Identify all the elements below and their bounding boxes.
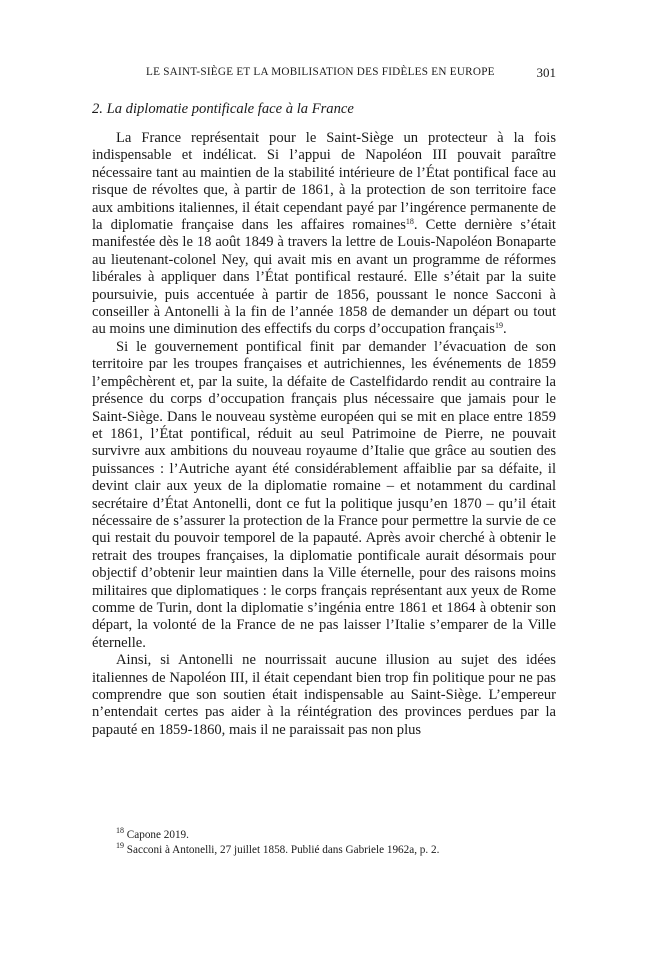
paragraph-1-text-a: La France représentait pour le Saint-Siège un protecteur à la fois indispensable et indélicat. Si l’appui de Napoléon III pouvait paraître nécessaire tant au maintien de la stabilité intérieure de l’État pontifical face au risque de révoltes que, à partir de 1861, à la protection de son territoire face aux ambitions italiennes, il était cependant payé par l’ingérence permanente de la diplomatie française dans les affaires romaines: [92, 130, 556, 234]
footnote-ref-19[interactable]: 19: [494, 321, 503, 331]
running-head: LE SAINT-SIÈGE ET LA MOBILISATION DES FIDÈLES EN EUROPE: [146, 66, 495, 78]
paragraph-1-text-b: . Cette dernière s’était manifestée dès le 18 août 1849 à travers la lettre de Louis-Napoléon Bonaparte au lieutenant-colonel Ney, qui avait mis en avant un programme de réformes libérales à appliquer dans l’État pontifical restauré. Elle s’était par la suite poursuivie, puis accentuée à partir de 1856, poussant le nonce Sacconi à conseiller à Antonelli à la fin de l’année 1858 de demander un départ ou tout au moins une diminution des effectifs du corps d’occupation français: [92, 217, 556, 338]
page-header: [92, 66, 556, 84]
section-title: 2. La diplomatie pontificale face à la France: [92, 101, 354, 117]
footnote-19: [92, 843, 556, 858]
paragraph-1: [92, 130, 556, 339]
paragraph-2: Si le gouvernement pontifical finit par demander l’évacuation de son territoire par les troupes françaises et autrichiennes, les événements de 1859 l’empêchèrent et, par la suite, la défaite de Castelfidardo rendit au contraire la présence du corps d’occupation français plus nécessaire que jamais pour le Saint-Siège. Dans le nouveau système européen qui se mit en place entre 1859 et 1861, l’État pontifical, réduit au seul Patrimoine de Pierre, ne pouvait survivre aux ambitions du nouveau royaume d’Italie que grâce au soutien des puissances : l’Autriche ayant été considérablement affaiblie par sa défaite, il devint clair aux yeux de la diplomatie romaine – et notamment du cardinal secrétaire d’État Antonelli, dont ce fut la politique jusqu’en 1870 – qu’il était nécessaire de s’assurer la protection de la France pour permettre la survie de ce qui restait du pouvoir temporel de la papauté. Après avoir cherché à obtenir le retrait des troupes françaises, la diplomatie pontificale aurait désormais pour objectif d’obtenir leur maintien dans la Ville éternelle, pour des raisons moins militaires que diplomatiques : le corps français représentant aux yeux de Rome comme de Turin, dont la diplomatie s’ingénia entre 1861 et 1864 à obtenir son départ, la volonté de la France de ne pas laisser l’Italie s’emparer de la Ville éternelle.: [92, 338, 556, 651]
footnote-text: Sacconi à Antonelli, 27 juillet 1858. Publié dans Gabriele 1962a, p. 2.: [126, 844, 440, 856]
footnote-number: 18: [116, 826, 124, 835]
body-text: [92, 130, 556, 739]
footnote-18: [92, 828, 556, 843]
page-number: 301: [536, 65, 556, 80]
paragraph-3: Ainsi, si Antonelli ne nourrissait aucune illusion au sujet des idées italiennes de Napoléon III, il était cependant bien trop fin politique pour ne pas comprendre que son soutien était indispensable au Saint-Siège. L’empereur n’entendait certes pas aider à la réintégration des provinces perdues par la papauté en 1859-1860, mais il ne paraissait pas non plus: [92, 652, 556, 738]
footnotes: [92, 828, 556, 858]
paragraph-1-text-c: .: [502, 321, 507, 338]
footnote-text: Capone 2019.: [126, 829, 189, 841]
footnote-ref-18[interactable]: 18: [405, 217, 414, 227]
footnote-number: 19: [116, 841, 124, 850]
